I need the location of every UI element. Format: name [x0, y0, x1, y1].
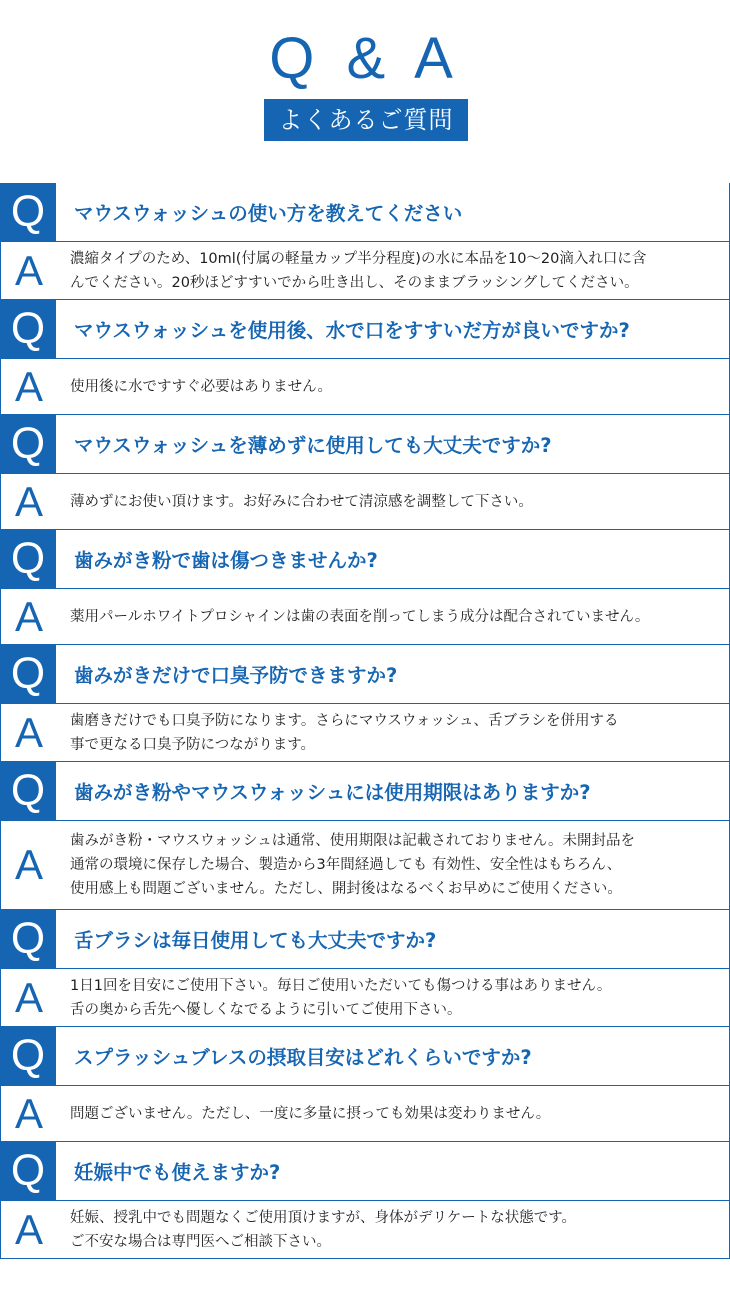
- faq-answer-row: [0, 1086, 730, 1142]
- question-mark-icon: Q: [10, 649, 46, 698]
- faq-question-row: [0, 1027, 730, 1086]
- faq-question-text: マウスウォッシュを使用後、水で口をすすいだ方が良いですか?: [56, 300, 729, 358]
- page-subtitle-badge: よくあるご質問: [264, 99, 468, 141]
- faq-answer-text: [57, 474, 729, 529]
- faq-question-row: [0, 645, 730, 704]
- faq-answer-line: 使用後に水ですすぐ必要はありません。: [70, 378, 333, 395]
- faq-answer-text: [57, 969, 729, 1026]
- faq-answer-text: [57, 704, 729, 761]
- faq-answer-text: [57, 242, 729, 299]
- faq-answer-row: [0, 704, 730, 762]
- question-mark-icon: Q: [10, 1146, 46, 1195]
- question-mark-icon: Q: [10, 766, 46, 815]
- faq-question-row: [0, 530, 730, 589]
- faq-answer-text: [57, 1201, 729, 1258]
- faq-question-text: マウスウォッシュを薄めずに使用しても大丈夫ですか?: [56, 415, 729, 473]
- answer-mark-icon: A: [14, 362, 43, 410]
- faq-question-row: [0, 762, 730, 821]
- answer-mark-icon: A: [14, 592, 43, 640]
- answer-mark-icon: A: [14, 1089, 43, 1137]
- faq-answer-line: 使用感上も問題ございません。ただし、開封後はなるべくお早めにご使用ください。: [70, 881, 622, 897]
- question-mark-icon: Q: [10, 187, 46, 236]
- faq-answer-line: 1日1回を目安にご使用下さい。毎日ご使用いただいても傷つける事はありません。: [70, 977, 612, 994]
- answer-mark-icon: A: [14, 477, 43, 525]
- faq-question-text: 妊娠中でも使えますか?: [56, 1142, 729, 1200]
- faq-answer-line: 妊娠、授乳中でも問題なくご使用頂けますが、身体がデリケートな状態です。: [70, 1209, 577, 1226]
- faq-answer-row: [0, 589, 730, 645]
- faq-question-text: マウスウォッシュの使い方を教えてください: [56, 183, 729, 241]
- faq-answer-line: 通常の環境に保存した場合、製造から3年間経過しても 有効性、安全性はもちろん、: [70, 857, 622, 873]
- faq-answer-row: [0, 474, 730, 530]
- faq-answer-line: 問題ございません。ただし、一度に多量に摂っても効果は変わりません。: [70, 1105, 551, 1122]
- faq-answer-line: 舌の奥から舌先へ優しくなでるように引いてご使用下さい。: [70, 1001, 462, 1018]
- faq-answer-line: ご不安な場合は専門医へご相談下さい。: [70, 1233, 331, 1250]
- question-mark-icon: Q: [10, 304, 46, 353]
- page-title: Q & A: [269, 26, 461, 91]
- faq-answer-line: んでください。20秒ほどすすいでから吐き出し、そのままブラッシングしてください。: [70, 274, 639, 291]
- question-mark-icon: Q: [10, 419, 46, 468]
- faq-question-text: 歯みがきだけで口臭予防できますか?: [56, 645, 729, 703]
- answer-mark-icon: A: [14, 1205, 43, 1253]
- faq-answer-line: 薄めずにお使い頂けます。お好みに合わせて清涼感を調整して下さい。: [70, 493, 533, 510]
- faq-question-row: [0, 1142, 730, 1201]
- answer-mark-icon: A: [14, 246, 43, 294]
- question-mark-icon: Q: [10, 914, 46, 963]
- faq-answer-line: 薬用パールホワイトプロシャインは歯の表面を削ってしまう成分は配合されていません。: [70, 608, 650, 625]
- faq-answer-line: 濃縮タイプのため、10ml(付属の軽量カップ半分程度)の水に本品を10〜20滴入れ口に含: [70, 250, 647, 267]
- faq-question-row: [0, 183, 730, 242]
- faq-question-text: スプラッシュブレスの摂取目安はどれくらいですか?: [56, 1027, 729, 1085]
- question-mark-icon: Q: [10, 1031, 46, 1080]
- faq-answer-row: [0, 1201, 730, 1259]
- faq-question-row: [0, 910, 730, 969]
- page-header: [0, 0, 730, 183]
- faq-question-row: [0, 415, 730, 474]
- faq-answer-text: [57, 1086, 729, 1141]
- answer-mark-icon: A: [14, 841, 43, 888]
- faq-answer-text: [57, 359, 729, 414]
- faq-question-text: 舌ブラシは毎日使用しても大丈夫ですか?: [56, 910, 729, 968]
- question-mark-icon: Q: [10, 534, 46, 583]
- faq-question-row: [0, 300, 730, 359]
- faq-answer-line: 歯磨きだけでも口臭予防になります。さらにマウスウォッシュ、舌ブラシを併用する: [70, 712, 619, 729]
- faq-answer-line: 事で更なる口臭予防につながります。: [70, 736, 316, 753]
- faq-answer-row: [0, 969, 730, 1027]
- faq-answer-row: [0, 242, 730, 300]
- faq-question-text: 歯みがき粉やマウスウォッシュには使用期限はありますか?: [56, 762, 729, 820]
- faq-answer-text: [57, 821, 729, 909]
- answer-mark-icon: A: [14, 973, 43, 1021]
- answer-mark-icon: A: [14, 708, 43, 756]
- faq-answer-row: [0, 821, 730, 910]
- faq-list: [0, 183, 730, 1259]
- faq-answer-row: [0, 359, 730, 415]
- faq-answer-line: 歯みがき粉・マウスウォッシュは通常、使用期限は記載されておりません。未開封品を: [70, 833, 636, 849]
- faq-answer-text: [57, 589, 729, 644]
- faq-question-text: 歯みがき粉で歯は傷つきませんか?: [56, 530, 729, 588]
